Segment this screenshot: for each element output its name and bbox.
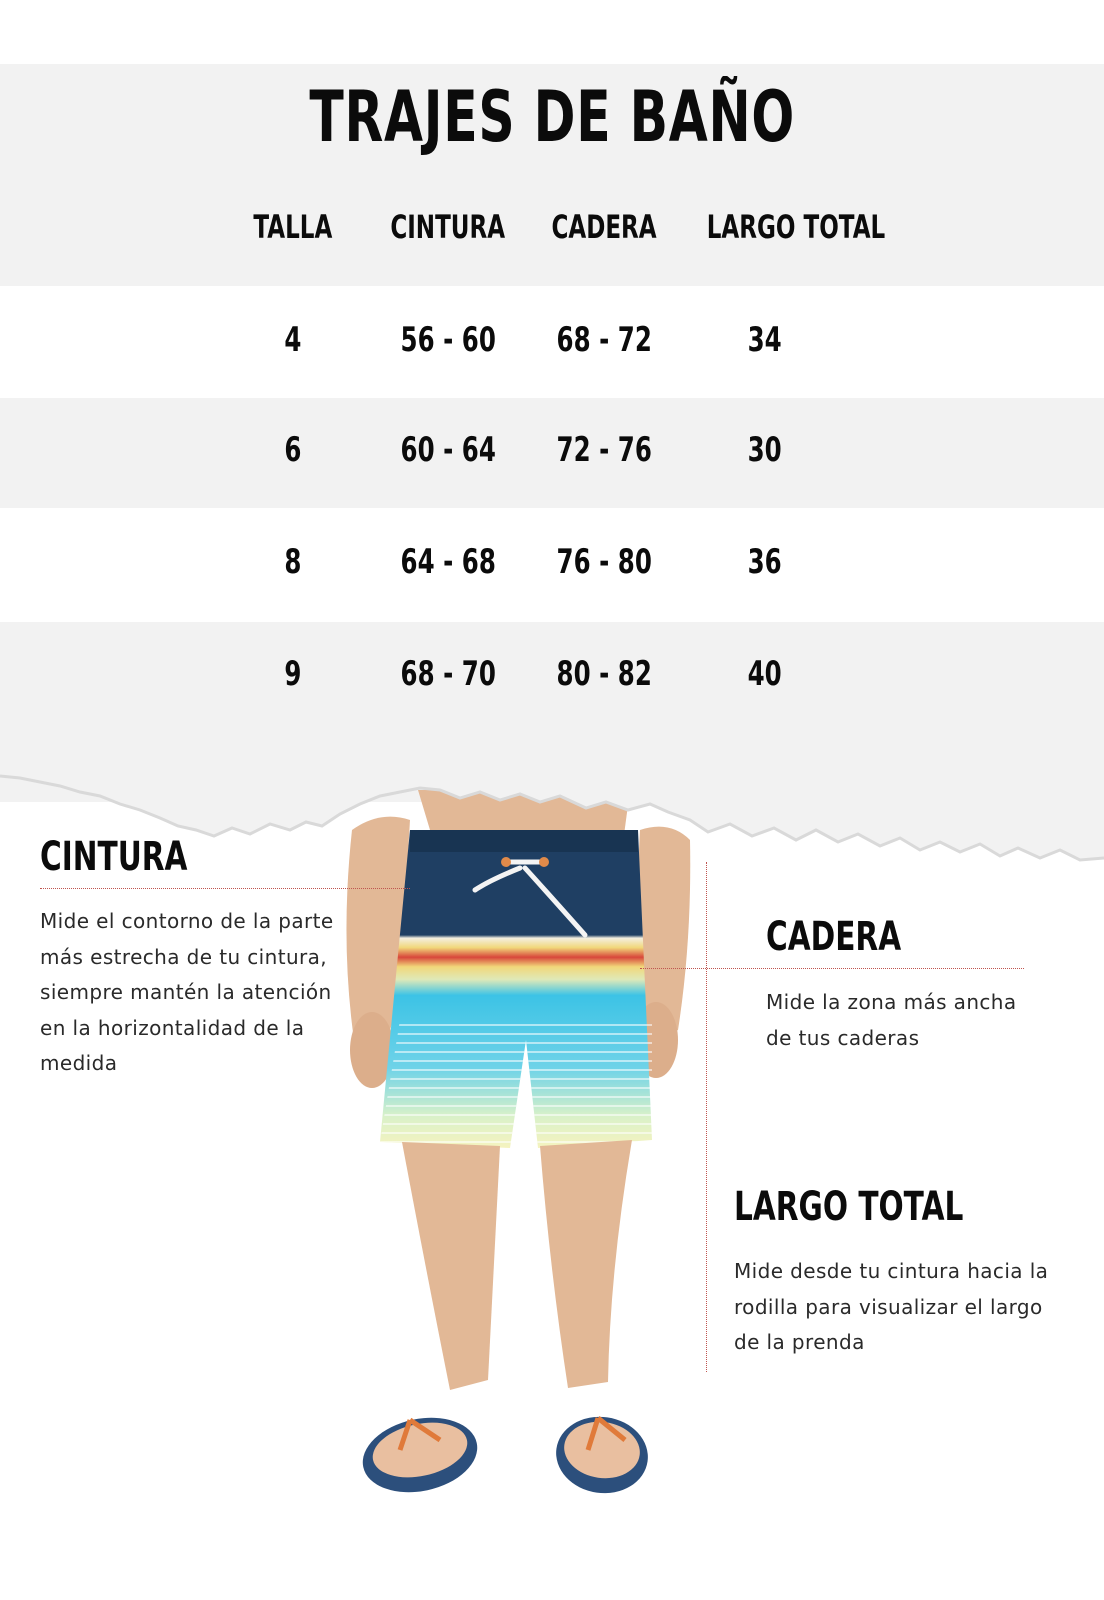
cintura-description: Mide el contorno de la parte más estrecha de tu cintura, siempre mantén la atención en la horizontalidad de la medida	[40, 909, 334, 1075]
cell-cadera: 68 - 72	[556, 320, 652, 360]
col-header-talla: TALLA	[253, 208, 333, 246]
cell-talla: 9	[284, 654, 302, 694]
cintura-guide-line	[40, 888, 410, 889]
cell-cadera: 72 - 76	[556, 430, 652, 470]
col-header-largo: LARGO TOTAL	[706, 208, 886, 246]
largo-description: Mide desde tu cintura hacia la rodilla para visualizar el largo de la prenda	[734, 1259, 1049, 1354]
largo-guide-line	[706, 862, 707, 1372]
table-row	[0, 510, 1104, 620]
cadera-title: CADERA	[766, 914, 902, 960]
col-header-cadera: CADERA	[551, 208, 657, 246]
cell-talla: 8	[284, 542, 302, 582]
cell-largo: 36	[747, 542, 783, 582]
cell-largo: 30	[747, 430, 783, 470]
cell-cintura: 64 - 68	[400, 542, 496, 582]
cell-cintura: 68 - 70	[400, 654, 496, 694]
cell-largo: 40	[747, 654, 783, 694]
cell-cadera: 80 - 82	[556, 654, 652, 694]
col-header-cintura: CINTURA	[390, 208, 506, 246]
cell-cintura: 60 - 64	[400, 430, 496, 470]
left-leg	[402, 1142, 500, 1390]
right-leg	[540, 1140, 632, 1388]
page-title: TRAJES DE BAÑO	[309, 76, 795, 158]
table-row	[0, 288, 1104, 398]
cadera-guide-line	[640, 968, 1024, 969]
cell-cintura: 56 - 60	[400, 320, 496, 360]
cell-talla: 4	[284, 320, 302, 360]
cadera-description: Mide la zona más ancha de tus caderas	[766, 990, 1017, 1050]
largo-title: LARGO TOTAL	[734, 1184, 964, 1230]
cintura-title: CINTURA	[40, 834, 188, 880]
cell-talla: 6	[284, 430, 302, 470]
cell-cadera: 76 - 80	[556, 542, 652, 582]
child-swim-shorts-illustration	[340, 790, 720, 1530]
cell-largo: 34	[747, 320, 783, 360]
table-row	[0, 398, 1104, 508]
